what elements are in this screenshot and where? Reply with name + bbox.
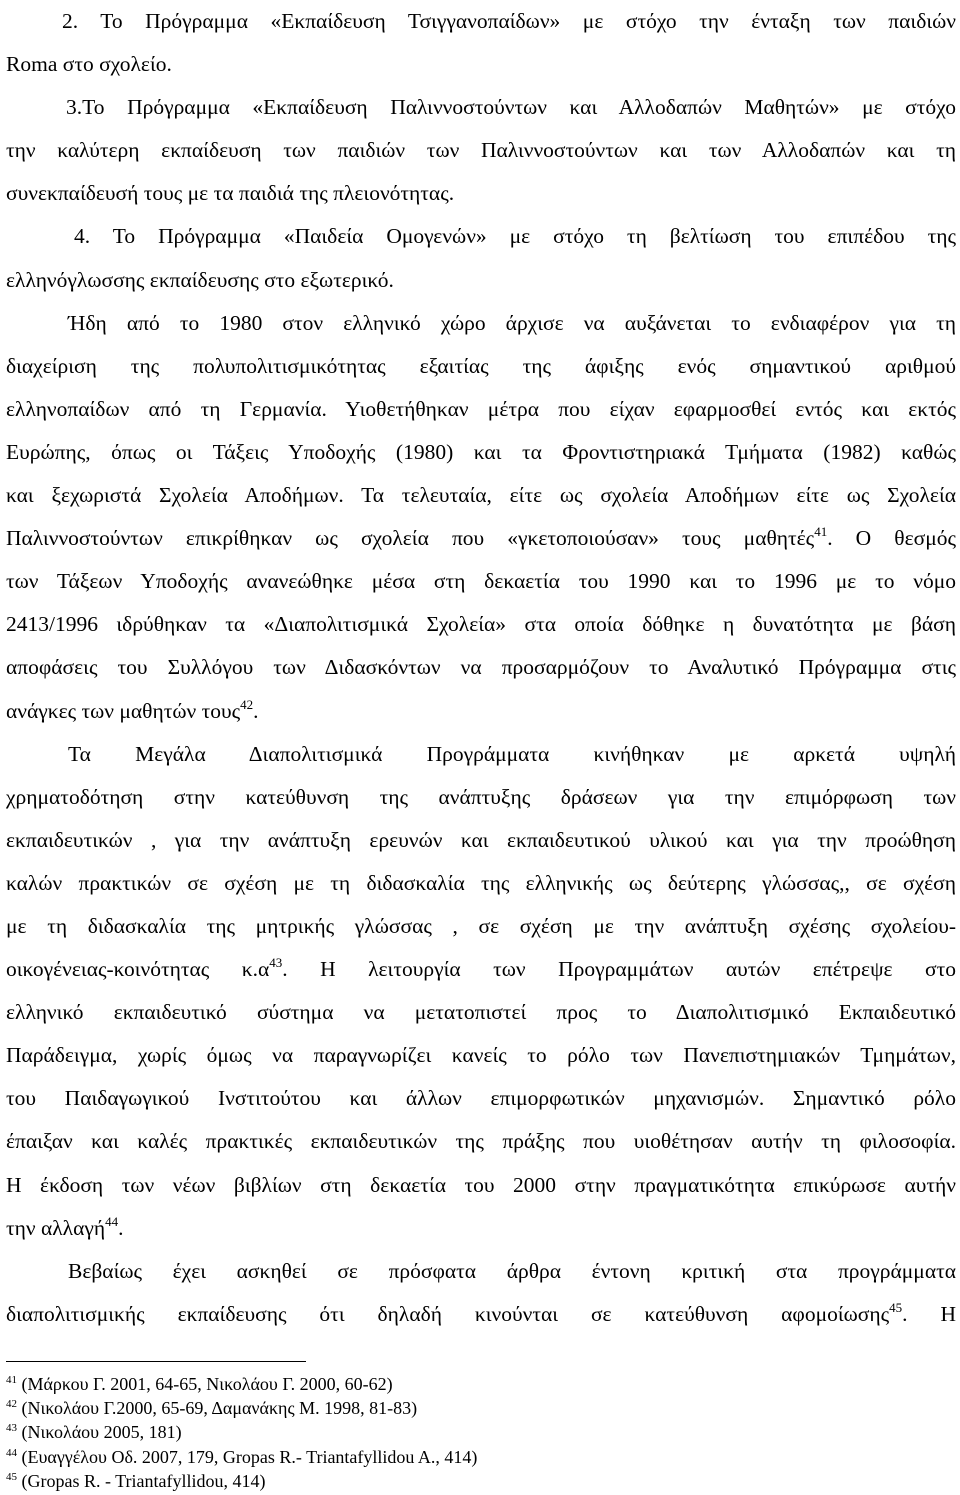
text-line: Παλιννοστούντων επικρίθηκαν ως σχολεία που «γκετοποιούσαν» τους μαθητές$^{41}$. Ο θεσμός — [6, 524, 956, 551]
text-line: εκπαιδευτικών , για την ανάπτυξη ερευνών και εκπαιδευτικού υλικού και για την προώθηση — [6, 827, 956, 852]
footnote-separator — [6, 1361, 306, 1362]
footnote-number: 45 — [6, 1470, 17, 1483]
footnote-number: 41 — [6, 1374, 17, 1386]
text-line: 2413/1996 ιδρύθηκαν τα «Διαπολιτισμικά Σχολεία» στα οποία δόθηκε η δυνατότητα με βάση — [6, 612, 956, 637]
footnote — [6, 1396, 946, 1420]
text-line: την καλύτερη εκπαίδευση των παιδιών των Παλιννοστούντων και των Αλλοδαπών και τη — [6, 138, 956, 163]
footnote-text: (Ευαγγέλου Οδ. 2007, 179, Gropas R.- Triantafyllidou A., 414) — [21, 1446, 478, 1467]
text-line: χρηματοδότηση στην κατεύθυνση της ανάπτυξης δράσεων για την επιμόρφωση των — [6, 784, 956, 809]
list-item-text-part: Το Πρόγραμμα «Εκπαίδευση Τσιγγανοπαίδων» με στόχο την ένταξη των παιδιών — [100, 9, 956, 33]
text-line: ελληνόγλωσσης εκπαίδευσης στο εξωτερικό. — [6, 267, 394, 292]
footnote — [6, 1469, 946, 1493]
paragraph — [6, 1250, 956, 1336]
footnote-ref-41[interactable]: 41 — [814, 524, 828, 540]
list-marker: 3. — [66, 95, 83, 120]
text-line: του Παιδαγωγικού Ινστιτούτου και άλλων επιμορφωτικών μηχανισμών. Σημαντικό ρόλο — [6, 1086, 956, 1111]
text-line: έπαιξαν και καλές πρακτικές εκπαιδευτικών της πράξης που υιοθέτησαν αυτήν τη φιλοσοφία. — [6, 1129, 956, 1154]
list-item — [6, 215, 956, 301]
text-line: Τα Μεγάλα Διαπολιτισμικά Προγράμματα κινήθηκαν με αρκετά υψηλή — [68, 741, 956, 766]
list-marker: 4. — [74, 224, 91, 249]
footnote-text: (Gropas R. - Triantafyllidou, 414) — [21, 1470, 266, 1491]
list-item — [6, 0, 956, 86]
text-line: την αλλαγή$^{44}$. — [6, 1213, 124, 1240]
document-body — [6, 0, 956, 1336]
footnote-number: 44 — [6, 1446, 17, 1459]
text-line: Roma στο σχολείο. — [6, 52, 172, 77]
footnote — [6, 1445, 946, 1469]
text-line: Ήδη από το 1980 στον ελληνικό χώρο άρχισε να αυξάνεται το ενδιαφέρον για τη — [68, 310, 956, 335]
text-line: των Τάξεων Υποδοχής ανανεώθηκε μέσα στη δεκαετία του 1990 και το 1996 με το νόμο — [6, 569, 956, 594]
list-marker: 2. — [62, 9, 79, 33]
footnotes — [6, 1372, 946, 1493]
footnote-number: 42 — [6, 1398, 17, 1411]
text-line: καλών πρακτικών σε σχέση με τη διδασκαλία της ελληνικής ως δεύτερης γλώσσας,, σε σχέση — [6, 870, 956, 895]
paragraph — [6, 302, 956, 733]
text-line: 3.Το Πρόγραμμα «Εκπαίδευση Παλιννοστούντων και Αλλοδαπών Μαθητών» με στόχο — [66, 95, 956, 120]
text-line: οικογένειας-κοινότητας $\kappa.\alpha^{43}$. Η λειτουργία των Προγραμμάτων αυτών επέτρεψε στο — [6, 955, 956, 982]
list-item — [6, 86, 956, 215]
footnote-ref-45[interactable]: 45 — [889, 1299, 903, 1315]
text-line: ανάγκες των μαθητών τους$^{42}$. — [6, 696, 259, 723]
footnote-number: 43 — [6, 1422, 17, 1435]
text-line: διαπολιτισμικής εκπαίδευσης ότι δηλαδή κινούνται σε κατεύθυνση αφομοίωσης$^{45}$. Η — [6, 1299, 956, 1326]
text-line: 4. Το Πρόγραμμα «Παιδεία Ομογενών» με στόχο τη βελτίωση του επιπέδου της — [74, 224, 956, 249]
text-line: διαχείριση της πολυπολιτισμικότητας εξαιτίας της άφιξης ενός σημαντικού αριθμού — [6, 353, 956, 378]
footnote-text: (Νικολάου 2005, 181) — [21, 1422, 182, 1443]
footnote-text: (Μάρκου Γ. 2001, 64-65, Νικολάου Γ. 2000, 60-62) — [21, 1374, 393, 1394]
paragraph — [6, 733, 956, 1250]
text-line: με τη διδασκαλία της μητρικής γλώσσας , σε σχέση με την ανάπτυξη σχέσης σχολείου- — [6, 913, 956, 938]
text-line — [6, 0, 956, 43]
footnote-ref-43[interactable]: 43 — [269, 955, 283, 971]
footnote-text: (Νικολάου Γ.2000, 65-69, Δαμανάκης Μ. 1998, 81-83) — [21, 1398, 418, 1419]
text-line: συνεκπαίδευσή τους με τα παιδιά της πλειονότητας. — [6, 181, 455, 206]
text-line: Παράδειγμα, χωρίς όμως να παραγνωρίζει κανείς το ρόλο των Πανεπιστημιακών Τμημάτων, — [6, 1043, 956, 1068]
text-line: ελληνοπαίδων από τη Γερμανία. Υιοθετήθηκαν μέτρα που είχαν εφαρμοσθεί εντός και εκτός — [6, 396, 956, 421]
text-line: Η έκδοση των νέων βιβλίων στη δεκαετία του 2000 στην πραγματικότητα επικύρωσε αυτήν — [6, 1172, 956, 1197]
footnote-ref-44[interactable]: 44 — [105, 1213, 119, 1229]
text-line: ελληνικό εκπαιδευτικό σύστημα να μετατοπιστεί προς το Διαπολιτισμικό Εκπαιδευτικό — [6, 1000, 956, 1025]
text-line: Βεβαίως έχει ασκηθεί σε πρόσφατα άρθρα έντονη κριτική στα προγράμματα — [68, 1258, 956, 1283]
text-line: αποφάσεις του Συλλόγου των Διδασκόντων να προσαρμόζουν το Αναλυτικό Πρόγραμμα στις — [6, 655, 956, 680]
text-line: Ευρώπης, όπως οι Τάξεις Υποδοχής (1980) και τα Φροντιστηριακά Τμήματα (1982) καθώς — [6, 439, 956, 464]
footnote-ref-42[interactable]: 42 — [240, 696, 254, 712]
footnote — [6, 1372, 946, 1396]
text-line: και ξεχωριστά Σχολεία Αποδήμων. Τα τελευταία, είτε ως σχολεία Αποδήμων είτε ως Σχολεία — [6, 483, 956, 508]
footnote — [6, 1420, 946, 1444]
